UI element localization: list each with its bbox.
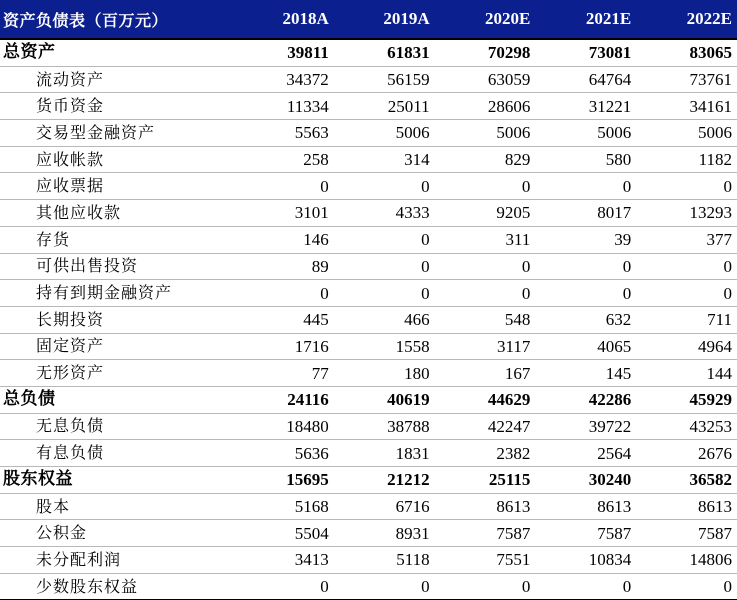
value-cell: 2564: [535, 440, 636, 467]
value-cell: 466: [334, 306, 435, 333]
row-label: 少数股东权益: [0, 573, 233, 600]
value-cell: 7587: [435, 520, 536, 547]
table-row: [0, 573, 737, 600]
value-cell: 711: [636, 306, 737, 333]
table-body: [0, 39, 737, 600]
value-cell: 73081: [535, 39, 636, 66]
row-label: 总资产: [0, 39, 233, 66]
value-cell: 5168: [233, 493, 334, 520]
value-cell: 30240: [535, 467, 636, 494]
table-row: [0, 360, 737, 387]
value-cell: 0: [636, 253, 737, 280]
value-cell: 5006: [435, 120, 536, 147]
value-cell: 64764: [535, 66, 636, 93]
value-cell: 0: [334, 173, 435, 200]
table-row: [0, 386, 737, 413]
value-cell: 146: [233, 226, 334, 253]
value-cell: 3117: [435, 333, 536, 360]
value-cell: 0: [233, 280, 334, 307]
value-cell: 77: [233, 360, 334, 387]
row-label: 股东权益: [0, 467, 233, 494]
year-header: 2019A: [334, 0, 435, 39]
year-header: 2020E: [435, 0, 536, 39]
value-cell: 1558: [334, 333, 435, 360]
value-cell: 0: [334, 573, 435, 600]
value-cell: 377: [636, 226, 737, 253]
row-label: 其他应收款: [0, 200, 233, 227]
value-cell: 11334: [233, 93, 334, 120]
value-cell: 8613: [535, 493, 636, 520]
year-header: 2021E: [535, 0, 636, 39]
value-cell: 39811: [233, 39, 334, 66]
value-cell: 28606: [435, 93, 536, 120]
value-cell: 44629: [435, 386, 536, 413]
value-cell: 73761: [636, 66, 737, 93]
value-cell: 42286: [535, 386, 636, 413]
value-cell: 580: [535, 146, 636, 173]
value-cell: 445: [233, 306, 334, 333]
value-cell: 61831: [334, 39, 435, 66]
value-cell: 18480: [233, 413, 334, 440]
value-cell: 21212: [334, 467, 435, 494]
value-cell: 4065: [535, 333, 636, 360]
table-row: [0, 493, 737, 520]
value-cell: 2676: [636, 440, 737, 467]
row-label: 应收帐款: [0, 146, 233, 173]
value-cell: 14806: [636, 547, 737, 574]
value-cell: 8613: [636, 493, 737, 520]
row-label: 可供出售投资: [0, 253, 233, 280]
table-row: [0, 280, 737, 307]
row-label: 流动资产: [0, 66, 233, 93]
value-cell: 0: [535, 173, 636, 200]
value-cell: 39: [535, 226, 636, 253]
row-label: 有息负债: [0, 440, 233, 467]
value-cell: 9205: [435, 200, 536, 227]
value-cell: 24116: [233, 386, 334, 413]
value-cell: 63059: [435, 66, 536, 93]
table-row: [0, 333, 737, 360]
value-cell: 180: [334, 360, 435, 387]
row-label: 存货: [0, 226, 233, 253]
value-cell: 0: [636, 280, 737, 307]
table-header-row: [0, 0, 737, 39]
table-row: [0, 39, 737, 66]
value-cell: 13293: [636, 200, 737, 227]
value-cell: 36582: [636, 467, 737, 494]
value-cell: 5006: [535, 120, 636, 147]
value-cell: 5504: [233, 520, 334, 547]
value-cell: 0: [535, 573, 636, 600]
value-cell: 0: [233, 573, 334, 600]
row-label: 总负债: [0, 386, 233, 413]
value-cell: 0: [334, 280, 435, 307]
value-cell: 829: [435, 146, 536, 173]
value-cell: 8931: [334, 520, 435, 547]
table-row: [0, 440, 737, 467]
value-cell: 39722: [535, 413, 636, 440]
value-cell: 8613: [435, 493, 536, 520]
row-label: 持有到期金融资产: [0, 280, 233, 307]
value-cell: 31221: [535, 93, 636, 120]
row-label: 长期投资: [0, 306, 233, 333]
value-cell: 0: [636, 573, 737, 600]
value-cell: 1831: [334, 440, 435, 467]
value-cell: 42247: [435, 413, 536, 440]
row-label: 应收票据: [0, 173, 233, 200]
value-cell: 145: [535, 360, 636, 387]
value-cell: 0: [435, 573, 536, 600]
value-cell: 1716: [233, 333, 334, 360]
table-row: [0, 467, 737, 494]
value-cell: 632: [535, 306, 636, 333]
table-row: [0, 66, 737, 93]
value-cell: 144: [636, 360, 737, 387]
value-cell: 0: [233, 173, 334, 200]
value-cell: 70298: [435, 39, 536, 66]
value-cell: 10834: [535, 547, 636, 574]
value-cell: 6716: [334, 493, 435, 520]
value-cell: 5006: [636, 120, 737, 147]
value-cell: 4964: [636, 333, 737, 360]
table-row: [0, 547, 737, 574]
value-cell: 25011: [334, 93, 435, 120]
row-label: 股本: [0, 493, 233, 520]
row-label: 货币资金: [0, 93, 233, 120]
value-cell: 89: [233, 253, 334, 280]
value-cell: 34161: [636, 93, 737, 120]
year-header: 2022E: [636, 0, 737, 39]
value-cell: 40619: [334, 386, 435, 413]
value-cell: 5563: [233, 120, 334, 147]
value-cell: 0: [435, 280, 536, 307]
table-title: 资产负债表（百万元）: [0, 0, 233, 39]
value-cell: 5118: [334, 547, 435, 574]
value-cell: 0: [535, 280, 636, 307]
value-cell: 258: [233, 146, 334, 173]
value-cell: 548: [435, 306, 536, 333]
value-cell: 56159: [334, 66, 435, 93]
table-row: [0, 413, 737, 440]
value-cell: 38788: [334, 413, 435, 440]
row-label: 未分配利润: [0, 547, 233, 574]
table-row: [0, 253, 737, 280]
value-cell: 4333: [334, 200, 435, 227]
value-cell: 43253: [636, 413, 737, 440]
value-cell: 1182: [636, 146, 737, 173]
value-cell: 0: [435, 253, 536, 280]
year-header: 2018A: [233, 0, 334, 39]
table-row: [0, 200, 737, 227]
table-row: [0, 306, 737, 333]
value-cell: 5006: [334, 120, 435, 147]
value-cell: 314: [334, 146, 435, 173]
row-label: 交易型金融资产: [0, 120, 233, 147]
row-label: 无形资产: [0, 360, 233, 387]
table-row: [0, 520, 737, 547]
table-row: [0, 173, 737, 200]
value-cell: 7551: [435, 547, 536, 574]
value-cell: 0: [636, 173, 737, 200]
value-cell: 7587: [535, 520, 636, 547]
value-cell: 15695: [233, 467, 334, 494]
value-cell: 0: [334, 226, 435, 253]
value-cell: 167: [435, 360, 536, 387]
value-cell: 311: [435, 226, 536, 253]
value-cell: 0: [334, 253, 435, 280]
table-row: [0, 120, 737, 147]
value-cell: 25115: [435, 467, 536, 494]
value-cell: 45929: [636, 386, 737, 413]
value-cell: 34372: [233, 66, 334, 93]
row-label: 无息负债: [0, 413, 233, 440]
value-cell: 8017: [535, 200, 636, 227]
table-row: [0, 93, 737, 120]
value-cell: 83065: [636, 39, 737, 66]
value-cell: 0: [535, 253, 636, 280]
value-cell: 0: [435, 173, 536, 200]
value-cell: 2382: [435, 440, 536, 467]
row-label: 公积金: [0, 520, 233, 547]
value-cell: 3413: [233, 547, 334, 574]
table-row: [0, 146, 737, 173]
value-cell: 5636: [233, 440, 334, 467]
table-row: [0, 226, 737, 253]
row-label: 固定资产: [0, 333, 233, 360]
value-cell: 3101: [233, 200, 334, 227]
value-cell: 7587: [636, 520, 737, 547]
